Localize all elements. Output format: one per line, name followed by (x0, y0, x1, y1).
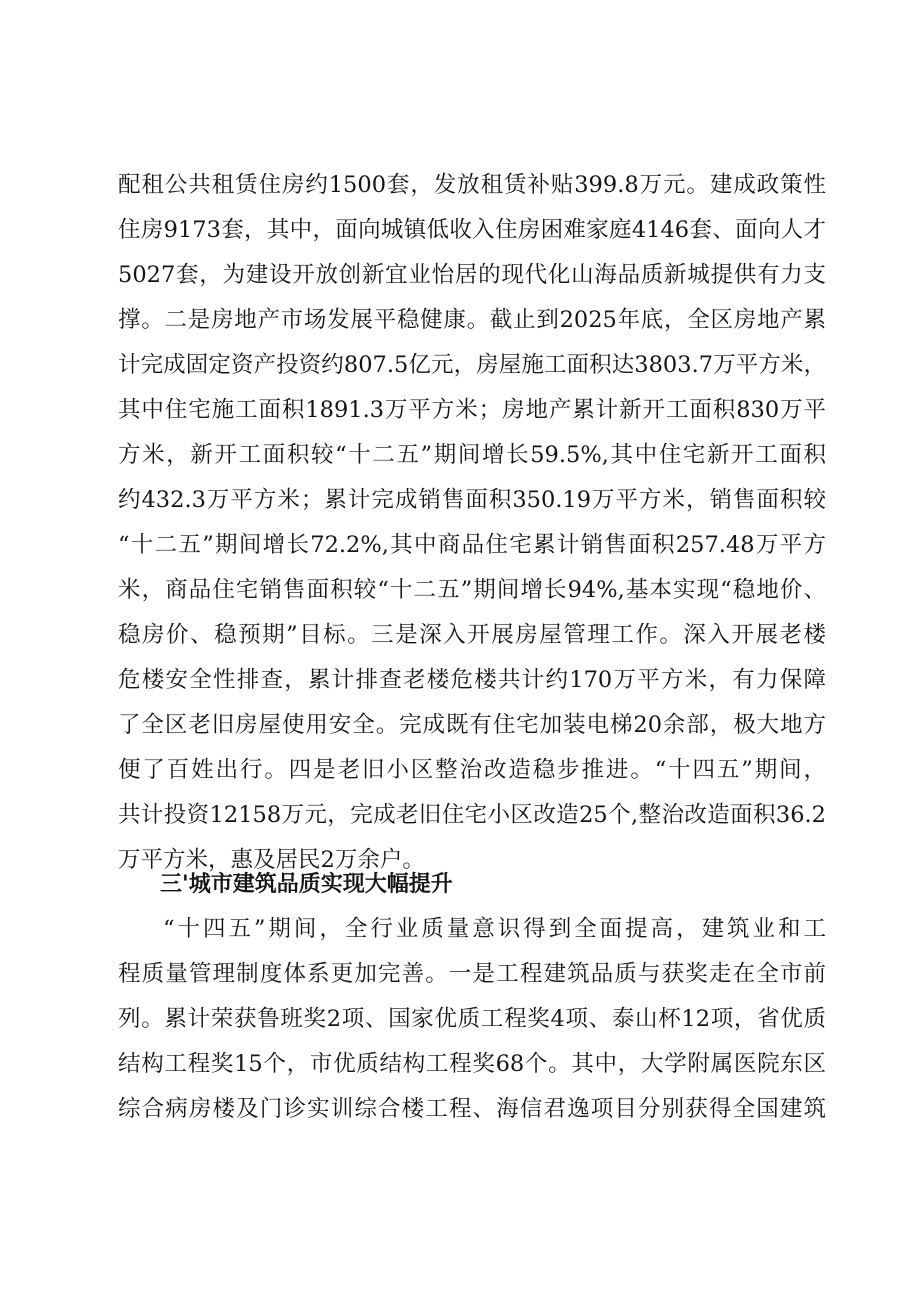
text-line: 配租公共租赁住房约1500套，发放租赁补贴399.8万元。建成政策性 (118, 172, 826, 198)
text-line: 危楼安全性排查，累计排查老楼危楼共计约170万平方米，有力保障 (118, 667, 826, 693)
paragraph-housing (118, 163, 826, 883)
text-line: 综合病房楼及门诊实训综合楼工程、海信君逸项目分别获得全国建筑 (118, 1096, 826, 1122)
text-line: 其中住宅施工面积1891.3万平方米；房地产累计新开工面积830万平 (118, 397, 826, 423)
text-line: 5027套，为建设开放创新宜业怡居的现代化山海品质新城提供有力支 (118, 262, 826, 288)
text-line: “十四五”期间，全行业质量意识得到全面提高，建筑业和工 (163, 916, 826, 942)
text-line: 便了百姓出行。四是老旧小区整治改造稳步推进。“十四五”期间， (118, 757, 826, 783)
text-line: 撑。二是房地产市场发展平稳健康。截止到2025年底，全区房地产累 (118, 307, 826, 333)
section-heading: 三'城市建筑品质实现大幅提升 (160, 872, 453, 897)
text-line: 共计投资12158万元，完成老旧住宅小区改造25个,整治改造面积36.2 (118, 802, 826, 828)
text-line: 住房9173套，其中，面向城镇低收入住房困难家庭4146套、面向人才 (118, 217, 826, 243)
text-line: 结构工程奖15个，市优质结构工程奖68个。其中，大学附属医院东区 (118, 1051, 826, 1077)
text-line: 万平方米，惠及居民2万余户。 (118, 847, 425, 873)
text-line: “十二五”期间增长72.2%,其中商品住宅累计销售面积257.48万平方 (118, 532, 826, 558)
text-line: 列。累计荣获鲁班奖2项、国家优质工程奖4项、泰山杯12项，省优质 (118, 1006, 826, 1032)
text-line: 稳房价、稳预期”目标。三是深入开展房屋管理工作。深入开展老楼 (118, 622, 826, 648)
text-line: 方米，新开工面积较“十二五”期间增长59.5%,其中住宅新开工面积 (118, 442, 826, 468)
text-line: 程质量管理制度体系更加完善。一是工程建筑品质与获奖走在全市前 (118, 961, 826, 987)
paragraph-construction-quality (118, 907, 826, 1132)
text-line: 了全区老旧房屋使用安全。完成既有住宅加装电梯20余部，极大地方 (118, 712, 826, 738)
text-line: 米，商品住宅销售面积较“十二五”期间增长94%,基本实现“稳地价、 (118, 577, 826, 603)
text-line: 约432.3万平方米；累计完成销售面积350.19万平方米，销售面积较 (118, 487, 826, 513)
text-line: 计完成固定资产投资约807.5亿元，房屋施工面积达3803.7万平方米， (118, 352, 826, 378)
